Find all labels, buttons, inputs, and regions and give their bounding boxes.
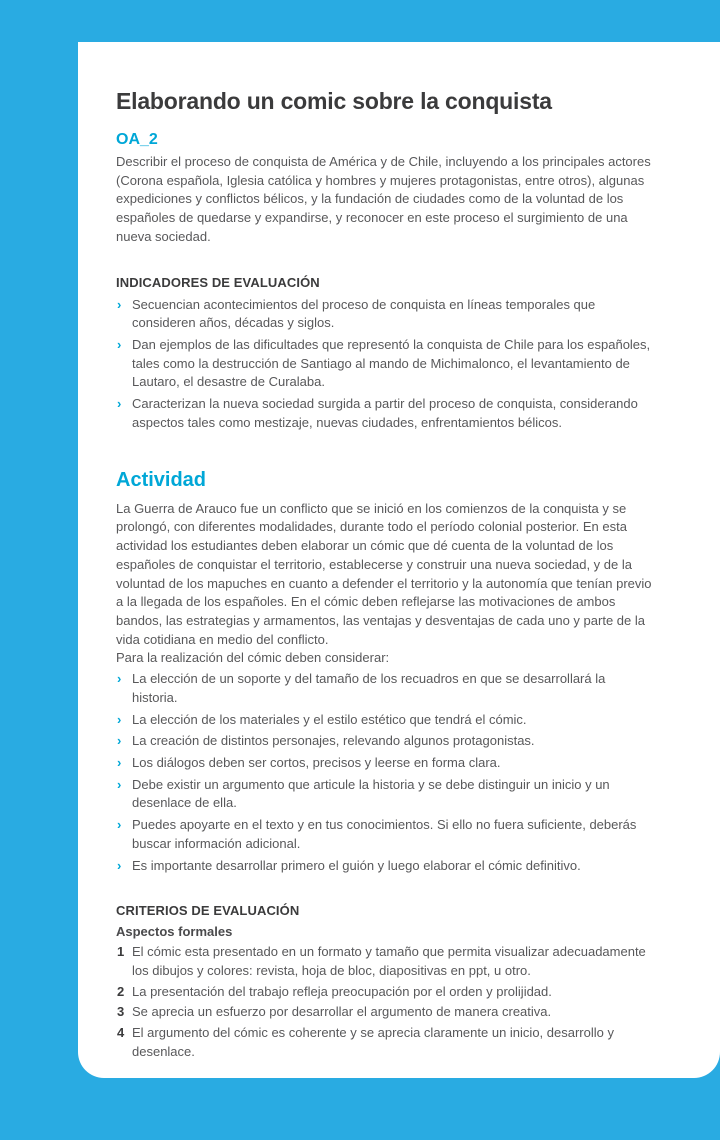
list-item-text: La creación de distintos personajes, relevando algunos protagonistas. <box>132 733 535 749</box>
item-number: 1 <box>117 944 125 960</box>
numbered-item-text: Se aprecia un esfuerzo por desarrollar el argumento de manera creativa. <box>132 1004 552 1020</box>
list-item <box>116 670 652 707</box>
oa-code-label: OA_2 <box>116 131 158 148</box>
list-item <box>116 776 652 813</box>
item-number: 4 <box>117 1025 125 1041</box>
list-item-text: Caracterizan la nueva sociedad surgida a partir del proceso de conquista, considerando aspectos tales como mestizaje, nuevas ciudades, enfrentamientos bélicos. <box>132 396 638 430</box>
list-item <box>116 711 652 730</box>
section-heading-actividad: Actividad <box>116 468 207 491</box>
criterios-subheading: Aspectos formales <box>116 924 233 940</box>
bullet-icon: › <box>117 671 122 687</box>
criterios-list <box>116 943 652 1061</box>
numbered-item <box>116 1024 652 1061</box>
oa-description: Describir el proceso de conquista de América y de Chile, incluyendo a los principales actores (Corona española, Iglesia católica y hombres y mujeres protagonistas, entre otros), algunas expediciones y conflictos bélicos, y la fundación de ciudades como de la voluntad de los españoles de quedarse y expandirse, y reconocer en este proceso el surgimiento de una nueva sociedad. <box>116 154 651 244</box>
numbered-item-text: El argumento del cómic es coherente y se aprecia claramente un inicio, desarrollo y desenlace. <box>132 1025 614 1059</box>
bullet-icon: › <box>117 396 122 412</box>
bullet-icon: › <box>117 733 122 749</box>
bullet-icon: › <box>117 817 122 833</box>
list-item <box>116 296 652 333</box>
bullet-icon: › <box>117 337 122 353</box>
list-item-text: Los diálogos deben ser cortos, precisos y leerse en forma clara. <box>132 754 501 770</box>
bullet-icon: › <box>117 296 122 312</box>
list-item <box>116 816 652 853</box>
item-number: 2 <box>117 983 125 999</box>
section-heading-criterios: CRITERIOS DE EVALUACIÓN <box>116 903 300 919</box>
list-item <box>116 336 652 392</box>
actividad-intro: La Guerra de Arauco fue un conflicto que se inició en los comienzos de la conquista y se prolongó, con diferentes modalidades, durante todo el período colonial posterior. En esta actividad los estudiantes deben elaborar un cómic que dé cuenta de la voluntad de los españoles de conquistar el territorio, establecerse y construir una nueva sociedad, y de la voluntad de los mapuches en cuanto a defender el territorio y la autonomía que tenían previo a la llegada de los españoles. En el cómic deben reflejarse las motivaciones de ambos bandos, las estrategias y armamentos, las ventajas y desventajas de cada uno y parte de la vida cotidiana en medio del conflicto. <box>116 500 652 647</box>
item-number: 3 <box>117 1004 125 1020</box>
list-item-text: La elección de los materiales y el estilo estético que tendrá el cómic. <box>132 711 527 727</box>
numbered-item-text: La presentación del trabajo refleja preocupación por el orden y prolijidad. <box>132 983 552 999</box>
actividad-consider-label: Para la realización del cómic deben considerar: <box>116 650 390 666</box>
list-item <box>116 754 652 773</box>
actividad-list <box>116 670 652 875</box>
list-item-text: Es importante desarrollar primero el guión y luego elaborar el cómic definitivo. <box>132 857 581 873</box>
bullet-icon: › <box>117 711 122 727</box>
document-page <box>78 42 720 1078</box>
bullet-icon: › <box>117 776 122 792</box>
list-item <box>116 857 652 876</box>
numbered-item <box>116 943 652 980</box>
indicadores-list <box>116 296 652 433</box>
section-heading-indicadores: INDICADORES DE EVALUACIÓN <box>116 274 320 290</box>
list-item-text: La elección de un soporte y del tamaño de los recuadros en que se desarrollará la historia. <box>132 671 606 705</box>
bullet-icon: › <box>117 754 122 770</box>
list-item-text: Dan ejemplos de las dificultades que representó la conquista de Chile para los españoles, tales como la destrucción de Santiago al mando de Michimalonco, el levantamiento de Lautaro, el desastre de Curalaba. <box>132 337 651 390</box>
numbered-item-text: El cómic esta presentado en un formato y tamaño que permita visualizar adecuadamente los dibujos y colores: revista, hoja de bloc, diapositivas en ppt, u otro. <box>132 944 646 978</box>
bullet-icon: › <box>117 857 122 873</box>
numbered-item <box>116 1003 652 1022</box>
list-item-text: Secuencian acontecimientos del proceso de conquista en líneas temporales que consideren años, décadas y siglos. <box>132 296 596 331</box>
list-item <box>116 395 652 432</box>
numbered-item <box>116 983 652 1002</box>
list-item-text: Debe existir un argumento que articule la historia y se debe distinguir un inicio y un desenlace de ella. <box>132 776 610 811</box>
list-item <box>116 732 652 751</box>
page-title: Elaborando un comic sobre la conquista <box>116 88 552 114</box>
list-item-text: Puedes apoyarte en el texto y en tus conocimientos. Si ello no fuera suficiente, deberás buscar información adicional. <box>132 817 637 851</box>
